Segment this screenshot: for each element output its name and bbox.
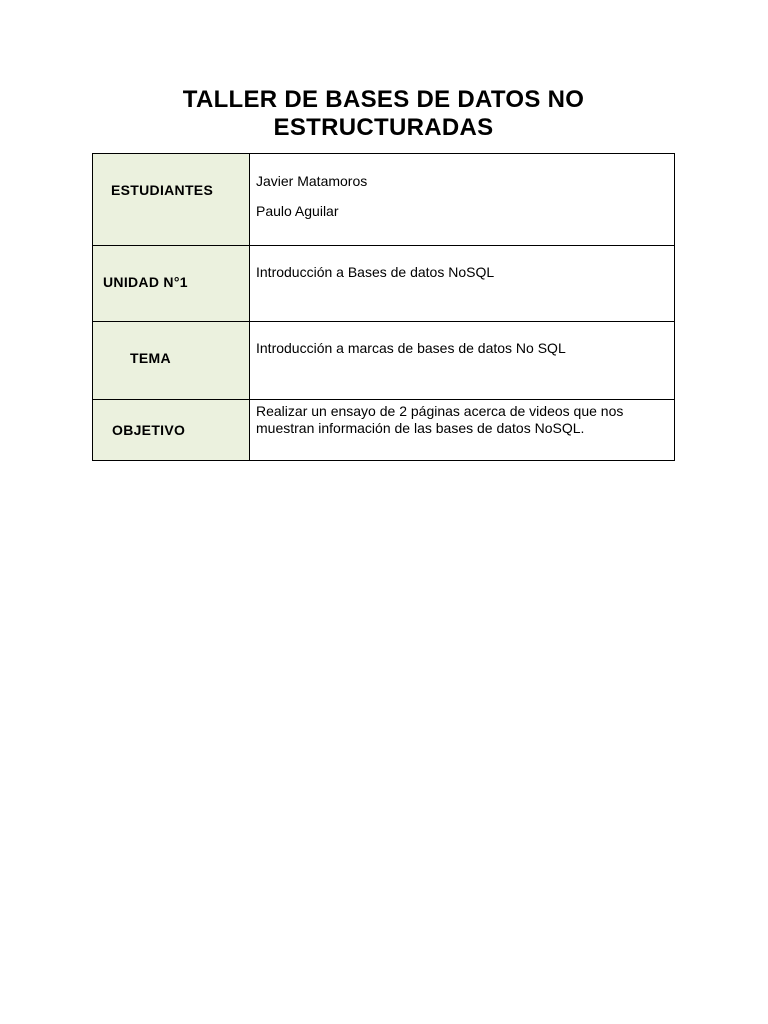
label-cell-estudiantes [93,154,250,246]
document-title: TALLER DE BASES DE DATOS NO ESTRUCTURADAS [182,86,585,141]
tema-value: Introducción a marcas de bases de datos No SQL [256,340,566,356]
label-cell-tema [93,322,250,400]
table-row-unidad [93,246,675,322]
objetivo-value: Realizar un ensayo de 2 páginas acerca de videos que nos muestran información de las bases de datos NoSQL. [256,403,624,436]
value-cell-unidad [250,246,675,322]
table-row-tema [93,322,675,400]
value-cell-tema [250,322,675,400]
label-tema: TEMA [130,349,171,366]
label-unidad: UNIDAD N°1 [103,274,188,290]
label-objetivo: OBJETIVO [112,422,186,438]
info-table [92,153,675,461]
student-name-2: Paulo Aguilar [256,203,339,219]
unidad-value: Introducción a Bases de datos NoSQL [256,264,495,280]
label-estudiantes: ESTUDIANTES [111,181,214,198]
label-cell-objetivo [93,400,250,461]
student-name-1: Javier Matamoros [256,173,368,189]
value-cell-estudiantes [250,154,675,246]
table-row-estudiantes [93,154,675,246]
table-row-objetivo [93,400,675,461]
value-cell-objetivo [250,400,675,461]
label-cell-unidad [93,246,250,322]
